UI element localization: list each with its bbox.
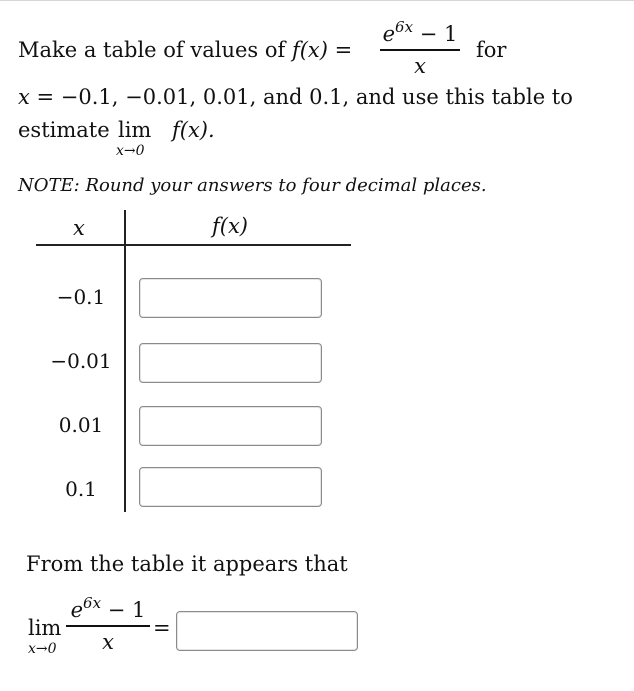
conclusion-lim-subscript: x→0	[28, 641, 57, 657]
conclusion-numerator: $e^{6x} - 1$	[70, 594, 146, 622]
function-label: f(x) =	[291, 38, 353, 62]
answer-input-row-3[interactable]	[139, 406, 322, 446]
function-fraction	[380, 18, 460, 78]
top-divider	[0, 0, 634, 1]
table-header-x: x	[73, 216, 85, 240]
function-denominator: x	[414, 53, 426, 78]
conclusion-equals: =	[153, 616, 171, 640]
intro-text: Make a table of values of	[18, 38, 286, 62]
table-header-rule	[36, 244, 351, 246]
x-variable: x =	[18, 85, 61, 109]
table-row-x: 0.01	[58, 413, 104, 437]
intro-line	[18, 38, 352, 62]
x-values: −0.1, −0.01, 0.01,	[60, 85, 257, 109]
conclusion-fraction	[66, 594, 150, 654]
table-row-x: −0.01	[50, 349, 112, 373]
limit-answer-input[interactable]	[176, 611, 358, 651]
conclusion-denominator: x	[102, 629, 114, 654]
table-row-x: 0.1	[65, 477, 97, 501]
table-row-x: −0.1	[56, 285, 106, 309]
conclusion-lim-word: lim	[28, 616, 62, 640]
rounding-note: NOTE: Round your answers to four decimal places.	[18, 175, 487, 196]
estimate-text: estimate	[18, 118, 110, 142]
estimate-line	[18, 118, 110, 142]
answer-input-row-1[interactable]	[139, 278, 322, 318]
lim-word: lim	[118, 118, 152, 142]
answer-input-row-2[interactable]	[139, 343, 322, 383]
conclusion-text: From the table it appears that	[26, 552, 348, 576]
limit-expression	[118, 118, 151, 142]
conclusion-fraction-bar	[66, 625, 150, 627]
limit-function: f(x).	[172, 118, 215, 142]
table-header-fx: f(x)	[212, 214, 249, 238]
function-numerator: $e^{6x} - 1$	[382, 18, 458, 46]
x-values-line: x = −0.1, −0.01, 0.01, and 0.1, and use this table to	[18, 85, 573, 109]
answer-input-row-4[interactable]	[139, 467, 322, 507]
fraction-bar	[380, 49, 460, 51]
for-text: for	[476, 38, 507, 62]
lim-subscript: x→0	[116, 143, 145, 159]
